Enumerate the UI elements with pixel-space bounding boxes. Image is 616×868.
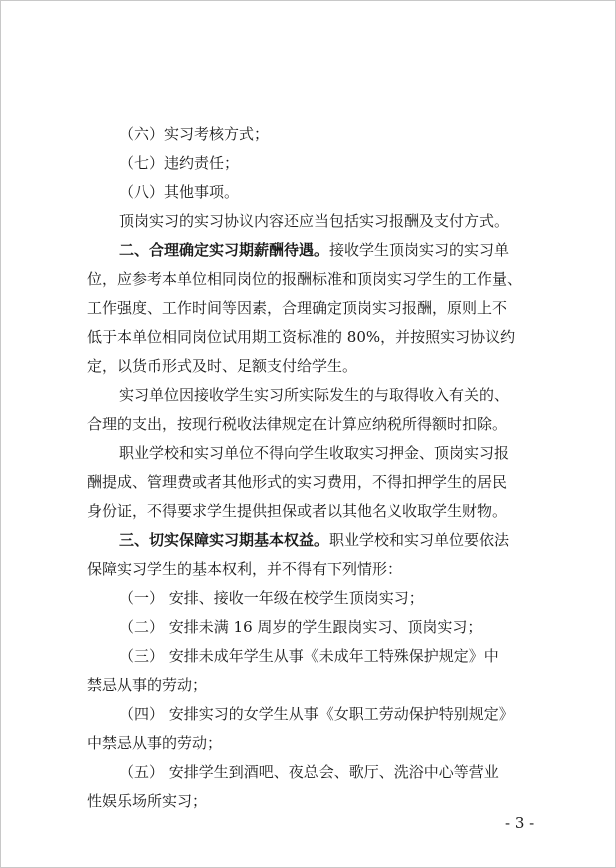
text-line: （六）实习考核方式； (119, 125, 270, 143)
text-line: 顶岗实习的实习协议内容还应当包括实习报酬及支付方式。 (119, 212, 510, 230)
text-line: （七）违约责任； (119, 154, 240, 172)
list-item: （五） 安排学生到酒吧、夜总会、歌厅、洗浴中心等营业 (119, 763, 499, 781)
section-text: 接收学生顶岗实习的实习单 (329, 241, 510, 259)
page-number: - 3 - (505, 814, 535, 832)
section-heading: 二、合理确定实习期薪酬待遇。 (119, 241, 330, 259)
text-line: 保障实习学生的基本权利，并不得有下列情形： (87, 560, 403, 578)
text-line: 合理的支出，按现行税收法律规定在计算应纳税所得额时扣除。 (87, 415, 508, 433)
text-line: 性娱乐场所实习； (87, 792, 208, 810)
text-line: 职业学校和实习单位不得向学生收取实习押金、顶岗实习报 (119, 444, 510, 462)
section-line (119, 530, 509, 550)
text-line: （八）其他事项。 (119, 183, 240, 201)
text-line: 中禁忌从事的劳动； (87, 734, 223, 752)
text-line: 位，应参考本单位相同岗位的报酬标准和顶岗实习学生的工作量、 (87, 270, 523, 288)
text-line: 工作强度、工作时间等因素，合理确定顶岗实习报酬，原则上不 (87, 299, 508, 317)
list-item: （四） 安排实习的女学生从事《女职工劳动保护特别规定》 (119, 705, 514, 723)
section-text: 职业学校和实习单位要依法 (329, 531, 510, 549)
text-line: 定，以货币形式及时、足额支付给学生。 (87, 357, 358, 375)
text-line: 低于本单位相同岗位试用期工资标准的 80%，并按照实习协议约 (87, 328, 516, 346)
list-item: （三） 安排未成年学生从事《未成年工特殊保护规定》中 (119, 647, 499, 665)
text-line: 实习单位因接收学生实习所实际发生的与取得收入有关的、 (119, 386, 510, 404)
section-line (119, 240, 509, 260)
text-line: 禁忌从事的劳动； (87, 676, 208, 694)
section-heading: 三、切实保障实习期基本权益。 (119, 531, 330, 549)
text-line: 酬提成、管理费或者其他形式的实习费用，不得扣押学生的居民 (87, 473, 508, 491)
list-item: （一） 安排、接收一年级在校学生顶岗实习； (119, 589, 424, 607)
text-line: 身份证，不得要求学生提供担保或者以其他名义收取学生财物。 (87, 502, 508, 520)
list-item: （二） 安排未满 16 周岁的学生跟岗实习、顶岗实习； (119, 618, 483, 636)
